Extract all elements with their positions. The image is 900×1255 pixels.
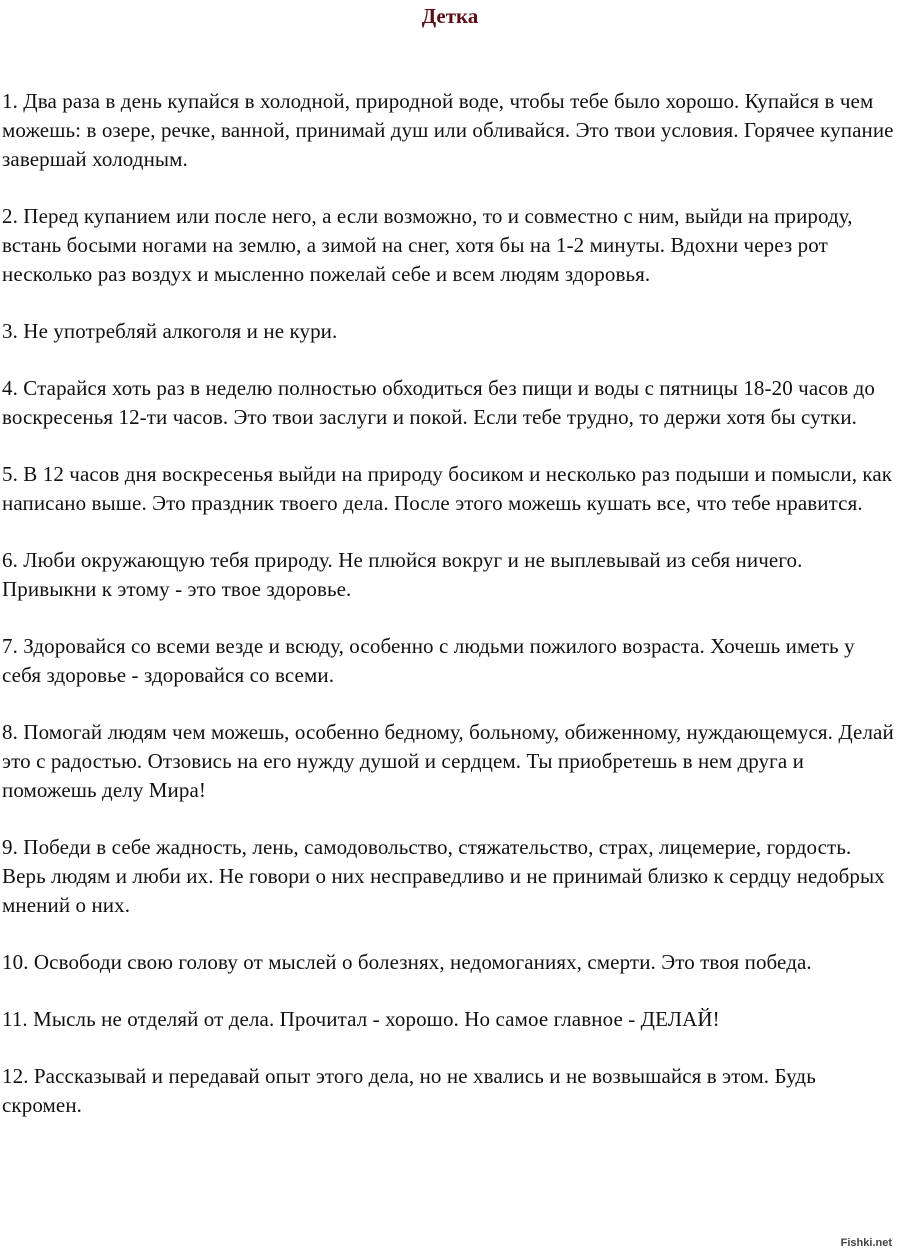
rule-item-9: 9. Победи в себе жадность, лень, самодовольство, стяжательство, страх, лицемерие, гордость. Верь людям и люби их. Не говори о них несправедливо и не принимай близко к сердцу недобрых мнений о них. <box>2 835 885 917</box>
rule-item-5: 5. В 12 часов дня воскресенья выйди на природу босиком и несколько раз подыши и помысли, как написано выше. Это праздник твоего дела. После этого можешь кушать все, что тебе нравится. <box>2 462 893 515</box>
rule-item-6: 6. Люби окружающую тебя природу. Не плюйся вокруг и не выплевывай из себя ничего. Привыкни к этому - это твое здоровье. <box>2 548 803 601</box>
rule-item-7: 7. Здоровайся со всеми везде и всюду, особенно с людьми пожилого возраста. Хочешь иметь у себя здоровье - здоровайся со всеми. <box>2 634 855 687</box>
watermark: Fishki.net <box>840 1237 892 1249</box>
rule-item-4: 4. Старайся хоть раз в неделю полностью обходиться без пищи и воды с пятницы 18-20 часов до воскресенья 12-ти часов. Это твои заслуги и покой. Если тебе трудно, то держи хотя бы сутки. <box>2 376 876 429</box>
rule-item-3: 3. Не употребляй алкоголя и не кури. <box>2 319 338 343</box>
rule-item-8: 8. Помогай людям чем можешь, особенно бедному, больному, обиженному, нуждающемуся. Делай это с радостью. Отзовись на его нужду душой и сердцем. Ты приобретешь в нем друга и поможешь делу Мира! <box>2 720 894 802</box>
rules-list <box>2 87 896 1148</box>
document-title: Детка <box>421 4 479 28</box>
rule-item-11: 11. Мысль не отделяй от дела. Прочитал - хорошо. Но самое главное - ДЕЛАЙ! <box>2 1007 720 1031</box>
rule-item-1: 1. Два раза в день купайся в холодной, природной воде, чтобы тебе было хорошо. Купайся в чем можешь: в озере, речке, ванной, принимай душ или обливайся. Это твои условия. Горячее купание завершай холодным. <box>2 89 894 171</box>
rule-item-10: 10. Освободи свою голову от мыслей о болезнях, недомоганиях, смерти. Это твоя победа. <box>2 950 812 974</box>
rule-item-12: 12. Рассказывай и передавай опыт этого дела, но не хвались и не возвышайся в этом. Будь скромен. <box>2 1064 816 1117</box>
rule-item-2: 2. Перед купанием или после него, а если возможно, то и совместно с ним, выйди на природу, встань босыми ногами на землю, а зимой на снег, хотя бы на 1-2 минуты. Вдохни через рот несколько раз воздух и мысленно пожелай себе и всем людям здоровья. <box>2 204 853 286</box>
